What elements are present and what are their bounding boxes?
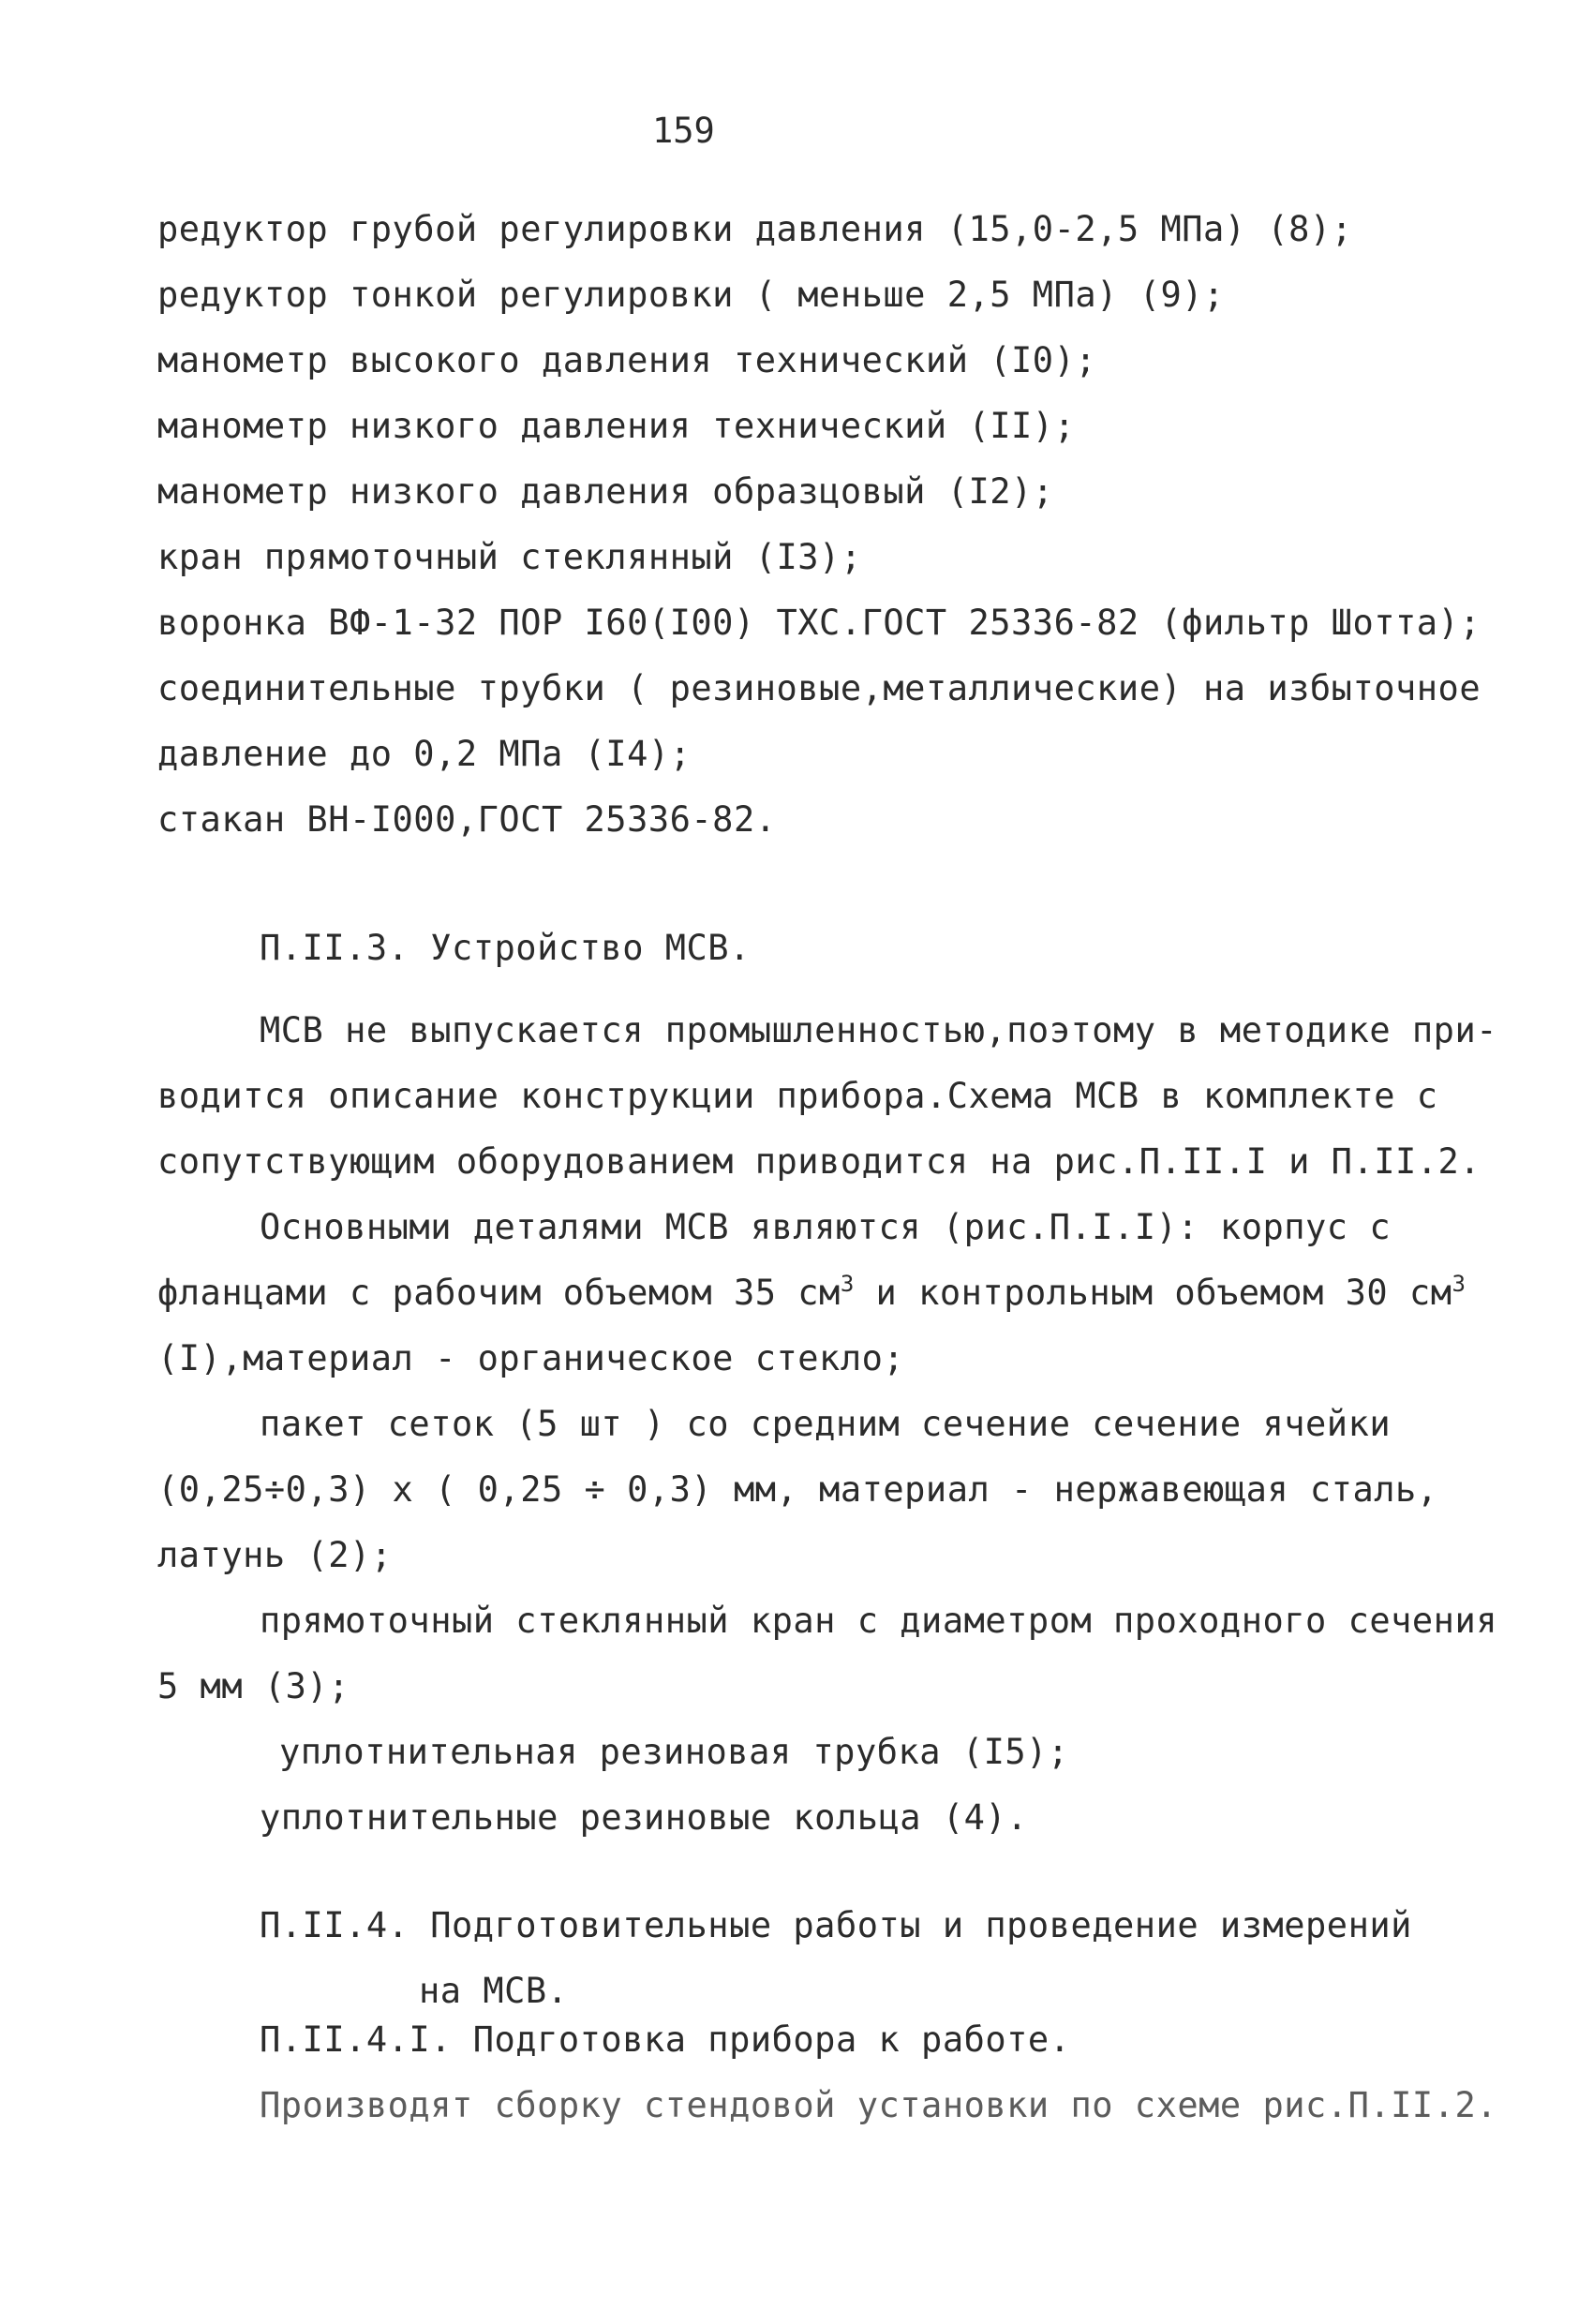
paragraph-line: Основными деталями МСВ являются (рис.П.I.I): корпус с	[260, 1207, 1392, 1247]
list-item: редуктор грубой регулировки давления (15,0-2,5 МПа) (8);	[157, 209, 1353, 249]
list-item: редуктор тонкой регулировки ( меньше 2,5 МПа) (9);	[157, 275, 1225, 315]
section-heading: П.II.4. Подготовительные работы и проведение измерений	[260, 1905, 1412, 1945]
list-item: манометр высокого давления технический (I0);	[157, 340, 1097, 380]
list-item: воронка ВФ-1-32 ПОР I60(I00) ТХС.ГОСТ 25336-82 (фильтр Шотта);	[157, 603, 1481, 643]
paragraph-line: латунь (2);	[157, 1535, 393, 1575]
paragraph-line: (I),материал - органическое стекло;	[157, 1338, 905, 1378]
paragraph-line: уплотнительная резиновая трубка (I5);	[279, 1732, 1069, 1772]
paragraph-line: пакет сеток (5 шт ) со средним сечение сечение ячейки	[260, 1404, 1392, 1444]
paragraph-line: Производят сборку стендовой установки по схеме рис.П.II.2.	[260, 2085, 1498, 2125]
text-fragment: фланцами с рабочим объемом 35 см	[157, 1273, 841, 1313]
section-heading: П.II.3. Устройство МСВ.	[260, 928, 751, 968]
paragraph-line: 5 мм (3);	[157, 1666, 350, 1706]
superscript: 3	[1452, 1271, 1466, 1297]
paragraph-line: (0,25÷0,3) х ( 0,25 ÷ 0,3) мм, материал - нержавеющая сталь,	[157, 1469, 1438, 1510]
superscript: 3	[840, 1271, 855, 1297]
list-item: стакан ВН-I000,ГОСТ 25336-82.	[157, 799, 777, 840]
paragraph-line: водится описание конструкции прибора.Схема МСВ в комплекте с	[157, 1076, 1438, 1116]
list-item: соединительные трубки ( резиновые,металлические) на избыточное	[157, 668, 1481, 708]
subsection-heading: П.II.4.I. Подготовка прибора к работе.	[260, 2019, 1071, 2060]
list-item: кран прямоточный стеклянный (I3);	[157, 537, 862, 577]
paragraph-line: сопутствующим оборудованием приводится на рис.П.II.I и П.II.2.	[157, 1141, 1481, 1182]
paragraph-line	[157, 1273, 1466, 1314]
list-item: давление до 0,2 МПа (I4);	[157, 734, 692, 774]
paragraph-line: уплотнительные резиновые кольца (4).	[260, 1797, 1028, 1838]
text-fragment: и контрольным объемом 30 см	[854, 1273, 1452, 1313]
section-heading: на МСВ.	[419, 1971, 569, 2011]
list-item: манометр низкого давления технический (II);	[157, 406, 1076, 446]
paragraph-line: прямоточный стеклянный кран с диаметром проходного сечения	[260, 1601, 1498, 1641]
paragraph-line: МСВ не выпускается промышленностью,поэтому в методике при-	[260, 1010, 1498, 1050]
list-item: манометр низкого давления образцовый (I2);	[157, 471, 1054, 512]
page-number: 159	[652, 111, 715, 151]
